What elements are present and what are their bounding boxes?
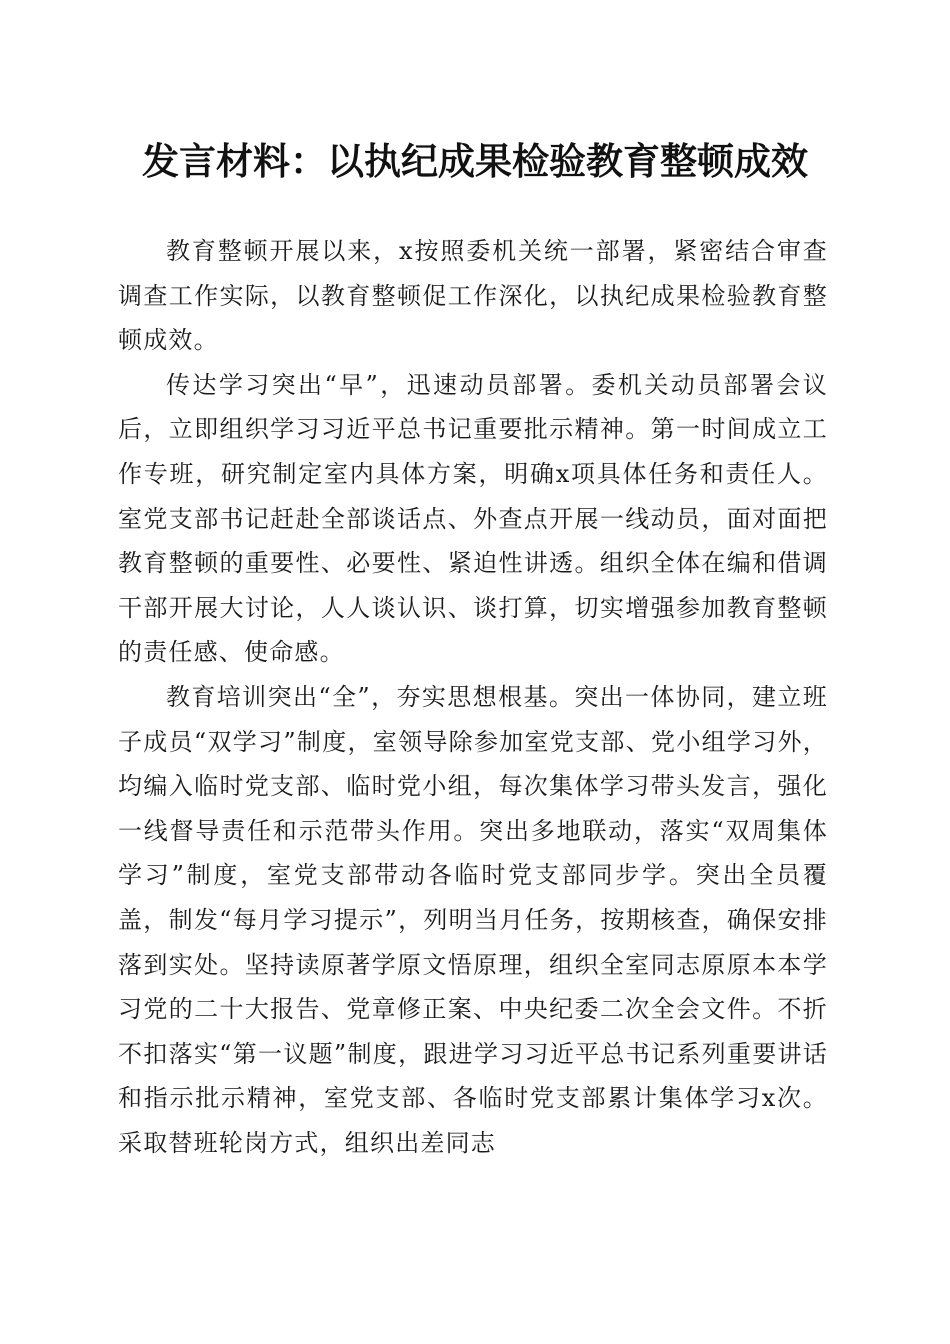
document-body bbox=[118, 229, 828, 1165]
paragraph-comprehensive-training: 教育培训突出“全”，夯实思想根基。突出一体协同，建立班子成员“双学习”制度，室领导除参加室党支部、党小组学习外，均编入临时党支部、临时党小组，每次集体学习带头发言，强化一线督导责任和示范带头作用。突出多地联动，落实“双周集体学习”制度，室党支部带动各临时党支部同步学。突出全员覆盖，制发“每月学习提示”，列明当月任务，按期核查，确保安排落到实处。坚持读原著学原文悟原理，组织全室同志原原本本学习党的二十大报告、党章修正案、中央纪委二次全会文件。不折不扣落实“第一议题”制度，跟进学习习近平总书记系列重要讲话和指示批示精神，室党支部、各临时党支部累计集体学习x次。采取替班轮岗方式，组织出差同志 bbox=[118, 682, 828, 1157]
paragraph-early-mobilization: 传达学习突出“早”，迅速动员部署。委机关动员部署会议后，立即组织学习习近平总书记重要批示精神。第一时间成立工作专班，研究制定室内具体方案，明确x项具体任务和责任人。室党支部书记赶赴全部谈话点、外查点开展一线动员，面对面把教育整顿的重要性、必要性、紧迫性讲透。组织全体在编和借调干部开展大讨论，人人谈认识、谈打算，切实增强参加教育整顿的责任感、使命感。 bbox=[118, 370, 828, 667]
document-title: 发言材料：以执纪成果检验教育整顿成效 bbox=[142, 139, 808, 183]
paragraph-intro: 教育整顿开展以来，x按照委机关统一部署，紧密结合审查调查工作实际，以教育整顿促工作深化，以执纪成果检验教育整顿成效。 bbox=[118, 237, 828, 355]
